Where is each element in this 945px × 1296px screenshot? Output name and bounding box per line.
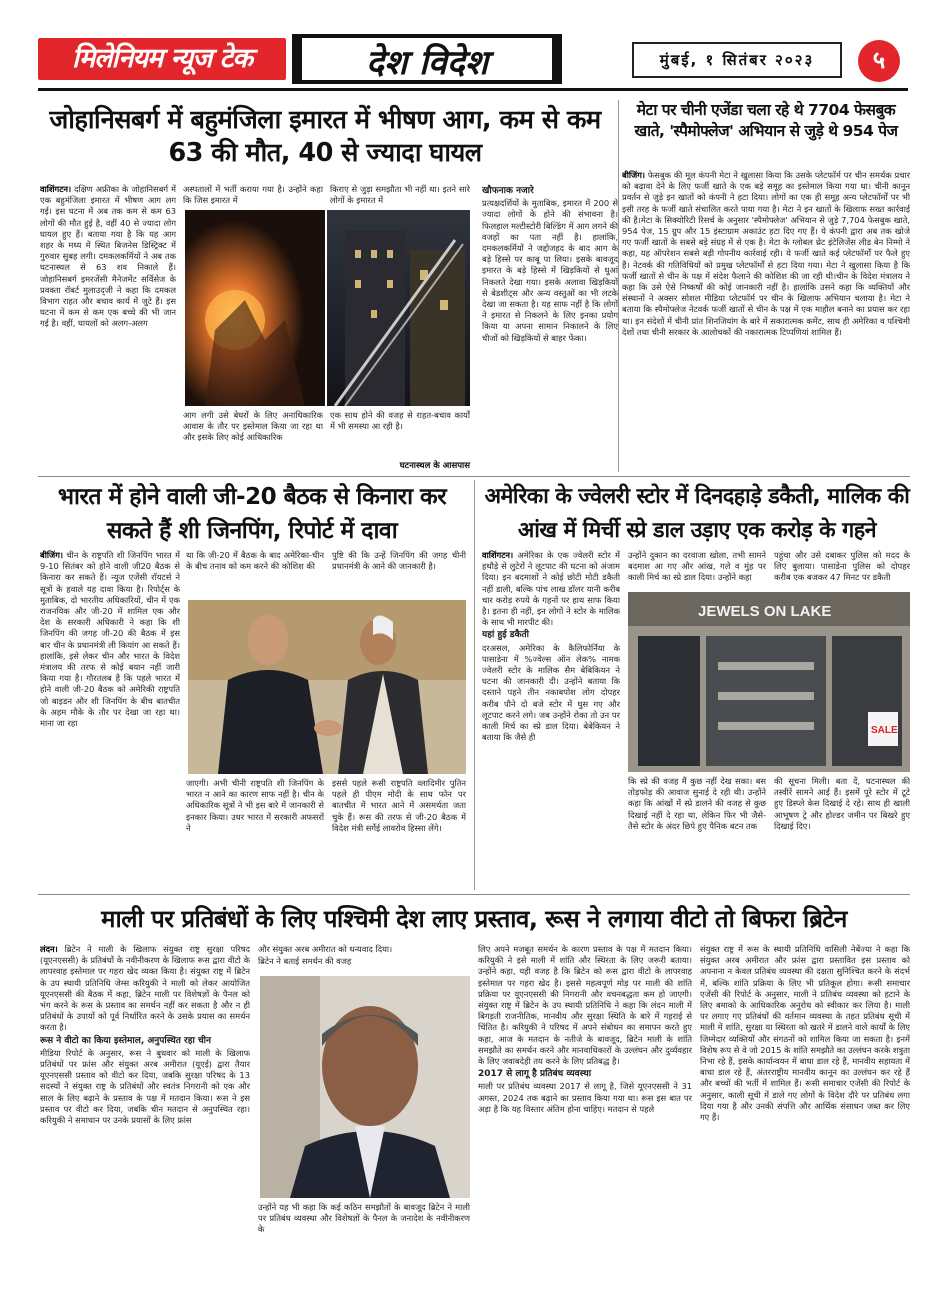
brand-logo: मिलेनियम न्यूज टेक xyxy=(38,38,286,80)
story1-col4 xyxy=(482,184,618,472)
story5-col1 xyxy=(40,944,250,1244)
story3-col1-text: चीन के राष्ट्रपति शी जिनपिंग भारत में 9-10 सितंबर को होने वाली जी20 बैठक से किनारा कर सकते हैं। न्यूज एजेंसी रॉयटर्स ने सूत्रों के हवाले यह दावा किया है। रिपोर्ट्स के मुताबिक, दो भारतीय अधिकारियों, चीन में एक राजनयिक और जी-20 में शामिल एक और देश के सरकारी अधिकारी ने कहा कि शी जिनपिंग की जगह जी-20 की बैठक में इस बार चीन के प्रधानमंत्री ली कियांग आ सकते हैं। हालांकि, इसे लेकर चीन और भारत के विदेश मंत्रालय की तरफ से कोई बयान नहीं जारी किया गया है। गौरतलब है कि पहले भारत में होने वाली जी-20 बैठक को अमेरिकी राष्ट्रपति जो बाइडन और शी जिनपिंग के बीच बातचीत के अहम मौके के तौर पर देखा जा रहा था। माना जा रहा xyxy=(40,550,180,729)
story5-col1b-text: मीडिया रिपोर्ट के अनुसार, रूस ने बुधवार को माली के खिलाफ प्रतिबंधों पर फ्रांस और संयुक्त अरब अमीरात (यूएई) द्वारा तैयार यूएनएससी प्रस्ताव को वीटो कर दिया, जबकि सुरक्षा परिषद के 13 सदस्यों ने संयुक्त राष्ट्र के प्रतिबंधों और स्वतंत्र निगरानी को एक और साल के लिए बढ़ाने के प्रस्ताव के पक्ष में मतदान किया। रूस ने इस प्रस्ताव पर वीटो कर दिया, जबकि चीन मतदान से अनुपस्थित रहा। करियुकी ने समाधान पर उनके प्रयासों के लिए फ्रांस xyxy=(40,1047,250,1126)
story5-col3-text: लिए अपने मजबूत समर्थन के कारण प्रस्ताव के पक्ष में मतदान किया। करियुकी ने इसे माली में शांति और स्थिरता के लिए जरूरी बताया। उन्होंने कहा, यही वजह है कि ब्रिटेन को रूस द्वारा वीटो के लापरवाह इस्तेमाल पर गहरा खेद है। इससे महत्वपूर्ण मोड़ पर माली की शांति प्रक्रिया पर यूएनएससी की निगरानी और वचनबद्धता कम हो जाएगी। संयुक्त राष्ट्र में ब्रिटेन के उप स्थायी प्रतिनिधि ने कहा कि लंदन माली में बिगड़ती राजनीतिक, मानवीय और सुरक्षा स्थिति के बारे में गहराई से चिंतित है। करियुकी ने परिषद में अपने संबोधन का समापन करते हुए कहा, आज के मतदान के नतीजे के बावजूद, ब्रिटेन माली के शांति समझौते का समर्थन करने और मानवाधिकारों के उल्लंघन और दुर्व्यवहार के लिए जवाबदेही तय करने के लिए प्रतिबद्ध है। xyxy=(478,944,692,1067)
diplomat-photo-graphic xyxy=(260,976,470,1198)
story2-headline: मेटा पर चीनी एजेंडा चला रहे थे 7704 फेसबुक खाते, 'स्पैमोफ्लेज' अभियान से जुड़े थे 954 पेज xyxy=(634,101,898,140)
dateline: मुंबई, १ सितंबर २०२३ xyxy=(632,42,842,78)
store-sign-text: JEWELS ON LAKE xyxy=(698,603,832,620)
fire-photo-graphic xyxy=(185,210,470,406)
story4-headline: अमेरिका के ज्वेलरी स्टोर में दिनदहाड़े डकैती, मालिक की आंख में मिर्ची स्प्रे डाल उड़ाए एक करोड़ के गहने xyxy=(484,484,910,543)
story5-headline: माली पर प्रतिबंधों के लिए पश्चिमी देश लाए प्रस्ताव, रूस ने लगाया वीटो तो बिफरा ब्रिटेन xyxy=(101,905,847,933)
story5-subhead1: रूस ने वीटो का किया इस्तेमाल, अनुपस्थित रहा चीन xyxy=(40,1035,212,1046)
story5-subhead3: 2017 से लागू है प्रतिबंध व्यवस्था xyxy=(478,1069,592,1080)
story4-col2-bottom: कि स्प्रे की वजह मैं कुछ नहीं देख सका। बस तोड़फोड़ की आवाज सुनाई दे रही थी। उन्होंने कहा कि आंखों में स्प्रे डालने की वजह से कुछ दिखाई नहीं दे रहा था, लेकिन फिर भी जैसे-तैसे स्टोर के अंदर छिपे हुए पैनिक बटन तक xyxy=(628,776,766,831)
story1-col3-bottom: एक साथ होने की वजह से राहत-बचाव कार्यों में भी समस्या आ रही है। xyxy=(330,410,470,432)
story5-col1-text: ब्रिटेन ने माली के खिलाफ संयुक्त राष्ट्र सुरक्षा परिषद (यूएनएससी) के प्रतिबंधों के नवीनीकरण के खिलाफ रूस द्वारा वीटो के लापरवाह इस्तेमाल पर गहरा खेद व्यक्त किया है। संयुक्त राष्ट्र में ब्रिटेन के उप स्थायी प्रतिनिधि जेम्स करियुकी ने माली को लेकर आयोजित यूएनएससी की बैठक में कहा, ब्रिटेन माली पर विशेषज्ञों के पैनल को भंग करने के रूस के प्रस्ताव का समर्थन नहीं कर सकता है और न ही प्रतिबंधों के उपायों को पूर्व निर्धारित करने के उसके प्रयास का समर्थन करता है। xyxy=(40,944,250,1033)
story4-col1 xyxy=(482,550,620,890)
story1-dateline: वाशिंगटन। xyxy=(40,184,72,194)
fire-photo xyxy=(185,210,470,406)
story1-col4-text: प्रत्यक्षदर्शियों के मुताबिक, इमारत में 200 से ज्यादा लोगों के होने की संभावना है। फिलहाल मल्टीस्टोरी बिल्डिंग में आग लगने की वजहों का पता नहीं है। हालांकि, दमकलकर्मियों ने जद्दोजहद के बाद आग के बड़े हिस्से पर काबू पा लिया। इसके बावजूद इमारत के बड़े हिस्से में खिड़कियों से धुआं निकलते देखा गया। इसके अलावा खिड़कियों से बेडशीट्स और अन्य वस्तुओं का भी लटके देखा जा सकता है। यह साफ नहीं है कि लोगों ने इमारत से निकलने के लिए इनका प्रयोग किया या अपना सामान निकालने के लिए चीजों को खिड़कियों से बाहर फेंका। xyxy=(482,198,618,343)
story5-col3b-text: माली पर प्रतिबंध व्यवस्था 2017 से लागू है, जिसे यूएनएससी ने 31 अगस्त, 2024 तक बढ़ाने का प्रस्ताव किया गया था। रूस इस बात पर अड़ा है कि यह विस्तार अंतिम होना चाहिए। मतदान से पहले xyxy=(478,1081,692,1114)
story5-col2-top: और संयुक्त अरब अमीरात को धन्यवाद दिया। xyxy=(258,944,393,954)
story4-col3-bottom: की सूचना मिली। बता दें, घटनास्थल की तस्वीरें सामने आई हैं। इसमें पूरे स्टोर में टूटे हुए डिस्प्ले केस दिखाई दे रहे। साथ ही खाली आभूषण ट्रे और होल्डर जमीन पर बिखरे हुए दिखाई दिए। xyxy=(774,776,910,831)
divider xyxy=(618,100,619,472)
story3-col1 xyxy=(40,550,180,890)
story4-col2-top: उन्होंने दुकान का दरवाजा खोला, तभी सामने बदमाश आ गए और आंख, गले व मुंह पर काली मिर्च का स्प्रे डाल दिया। उन्होंने कहा xyxy=(628,550,766,583)
story5-dateline: लंदन। xyxy=(40,944,58,954)
story3-col3-bottom: इससे पहले रूसी राष्ट्रपति व्लादिमीर पुतिन पहले ही पीएम मोदी के साथ फोन पर बातचीत में भारत आने में असमर्थता जता चुके हैं। रूस की तरफ से जी-20 बैठक में विदेश मंत्री सर्गेई लावरोव हिस्सा लेंगे। xyxy=(332,778,466,833)
leaders-photo-graphic xyxy=(188,600,466,774)
masthead-rule xyxy=(38,88,908,91)
story3-col3-top: पुष्टि की कि उन्हें जिनपिंग की जगह चीनी प्रधानमंत्री के आने की जानकारी है। xyxy=(332,550,466,572)
fire-photo-caption: घटनास्थल के आसपास xyxy=(399,461,470,471)
sale-sign-text: SALE xyxy=(871,725,898,736)
story1-col2-bottom: आग लगी उसे बेघरों के लिए अनाधिकारिक आवास के तौर पर इस्तेमाल किया जा रहा था और इसके लिए कोई आधिकारिक xyxy=(183,410,323,443)
leaders-photo xyxy=(188,600,466,774)
masthead xyxy=(0,0,945,86)
story1-col1 xyxy=(40,184,176,472)
story1-col2-top: अस्पतालों में भर्ती कराया गया है। उन्होंने कहा कि जिस इमारत में xyxy=(183,184,323,206)
diplomat-photo xyxy=(260,976,470,1198)
story5-col3 xyxy=(478,944,692,1246)
story4-col3-top: पहुंचा और उसे दबाकर पुलिस को मदद के लिए बुलाया। पासाडेना पुलिस को दोपहर करीब एक बजकर 47 मिनट पर डकैती xyxy=(774,550,910,583)
story1-col1-text: दक्षिण अफ्रीका के जोहानिसबर्ग में एक बहुमंजिला इमारत में भीषण आग लग गई। इस घटना में अब तक कम से कम 63 लोगों की मौत हुई है, वहीं 40 से ज्यादा लोग घायल हुए हैं। बताया गया है कि यह आग शहर के मध्य में स्थित बिजनेस डिस्ट्रिक्ट में गुरुवार सुबह लगी। दमकलकर्मियों ने अब तक घटनास्थल से 63 शव निकाले हैं। जोहानिसबर्ग इमरजेंसी मैनेजमेंट सर्विसेज के प्रवक्ता रॉबर्ट मुलाउद्जी ने कहा कि दमकल विभाग राहत और बचाव कार्य में जुटे हैं। इस घटना में कम से कम एक बच्चे की भी जान गई है। वहीं, घायलों को अलग-अलग xyxy=(40,184,176,329)
story2-dateline: बीजिंग। xyxy=(622,170,646,180)
story3-headline: भारत में होने वाली जी-20 बैठक से किनारा कर सकते हैं शी जिनपिंग, रिपोर्ट में दावा xyxy=(57,484,447,544)
page-number: ५ xyxy=(858,40,900,82)
story5-col4: संयुक्त राष्ट्र में रूस के स्थायी प्रतिनिधि वासिली नेबेंज्या ने कहा कि संयुक्त अरब अमीरात और फ्रांस द्वारा प्रस्तावित इस प्रस्ताव को अपनाना न केवल प्रतिबंध व्यवस्था की दक्षता सुनिश्चित करने के संदर्भ में, बल्कि शांति प्रक्रिया के लिए भी प्रतिकूल होगा। रूसी समाचार एजेंसी की रिपोर्ट के अनुसार, माली ने प्रतिबंध व्यवस्था को हटाने के लिए बमाको के आधिकारिक अनुरोध को स्वीकार कर लिया है। माली पर लगाए गए प्रतिबंधों की वर्तमान व्यवस्था के तहत प्रतिबंध सूची में माली में शांति, सुरक्षा या स्थिरता को खतरे में डालने वाले कार्यों के लिए जिम्मेदार व्यक्तियों और संगठनों को शामिल किया जा सकता है। इनमें विशेष रूप से वे जो 2015 के शांति समझौते का उल्लंघन करके शत्रुता निभा रहे हैं, इसके कार्यान्वयन में बाधा डाल रहे हैं, मानवीय सहायता में बाधा डाल रहे हैं, अंतरराष्ट्रीय मानवीय कानून का उल्लंघन कर रहे हैं और बच्चों की भर्ती में शामिल हैं। रूसी समाचार एजेंसी की रिपोर्ट के अनुसार, काली सूची में डाले गए लोगों के विदेश दौरे पर प्रतिबंध लगा दिया गया है और उनकी संपत्ति और आर्थिक संसाधन जब्त कर लिए गए हैं। xyxy=(700,944,910,1123)
story4-subhead: यहां हुई डकैती xyxy=(482,630,529,641)
store-photo xyxy=(628,592,910,772)
story3-col2-bottom: जाएगी। अभी चीनी राष्ट्रपति शी जिनपिंग के भारत न आने का कारण साफ नहीं है। चीन के अधिकारिक सूत्रों ने भी इस बारे में जानकारी से इनकार किया। उधर भारत में सरकारी अफसरों ने xyxy=(186,778,324,833)
divider xyxy=(474,480,475,890)
divider xyxy=(38,894,910,895)
story3-col2-top: था कि जी-20 में बैठक के बाद अमेरिका-चीन के बीच तनाव को कम करने की कोशिश की xyxy=(186,550,324,572)
story2-body xyxy=(622,170,910,470)
store-photo-graphic xyxy=(628,592,910,772)
story4-col1-text: अमेरिका के एक ज्वेलरी स्टोर में हथौड़े से लुटेरों ने लूटपाट की घटना को अंजाम दिया। इन बदमाशों ने कोई छोटी मोटी डकैती नहीं डाली, बल्कि पांच लाख डॉलर यानी करीब चार करोड़ रुपये के गहनों पर हाथ साफ किया है। इतना ही नहीं, इन लोगों ने स्टोर के मालिक के साथ भी मारपीट की। xyxy=(482,550,620,628)
story5-subhead2: ब्रिटेन ने बताई समर्थन की वजह xyxy=(258,956,352,966)
story3-dateline: बीजिंग। xyxy=(40,550,64,560)
story1-headline: जोहानिसबर्ग में बहुमंजिला इमारत में भीषण आग, कम से कम 63 की मौत, 40 से ज्यादा घायल xyxy=(49,105,601,168)
section-title: देश विदेश xyxy=(292,34,562,84)
story1-col3-top: किराए से जुड़ा समझौता भी नहीं था। इतने सारे लोगों के इमारत में xyxy=(330,184,470,206)
story1-subhead: खौफनाक नजारे xyxy=(482,186,534,196)
story5-col2-bottom: उन्होंने यह भी कहा कि कई कठिन समझौतों के बावजूद ब्रिटेन ने माली पर प्रतिबंध व्यवस्था और विशेषज्ञों के पैनल के जनादेश के नवीनीकरण के xyxy=(258,1202,470,1235)
divider xyxy=(38,476,910,477)
story4-dateline: वाशिंगटन। xyxy=(482,550,514,560)
story4-col1b-text: दरअसल, अमेरिका के कैलिफोर्निया के पासाडेना में %ज्वेल्स ऑन लेक% नामक ज्वेलरी स्टोर के मालिक सैम बेबिकियन ने घटना की जानकारी दी। उन्होंने बताया कि दस्ताने पहने तीन नकाबपोश लोग दोपहर करीब पौने दो बजे स्टोर में घुस गए और लूटपाट करने लगे। जब उन्होंने रोका तो उन पर काली मिर्च का स्प्रे डाल दिया। बेबेकियन ने बताया कि जैसे ही xyxy=(482,642,620,743)
story2-body-text: फेसबुक की मूल कंपनी मेटा ने खुलासा किया कि उसके प्लेटफॉर्म पर चीन समर्थक प्रचार को बढ़ावा देने के लिए फर्जी खाते के एक बड़े समूह का इस्तेमाल किया गया था। चीनी कानून प्रवर्तन से जुड़े इन खातों को कंपनी ने हटा दिया। लोगों का एक ही समूह अन्य प्लेटफॉर्मों पर भी इसी तरह के फर्जी खाते संचालित करते पाया गया है। मेटा ने इन खातों के खिलाफ सख्त कार्रवाई की है।मेटा के सिक्योरिटी रिसर्च के अनुसार 'स्पैमोफ्लेज' अभियान से जुड़े 7,704 फेसबुक खाते, 954 पेज, 15 ग्रुप और 15 इंस्टाग्राम अकाउंट हटा दिए गए हैं। ये कंपनी द्वारा अब तक खोजे गए फर्जी खातों के सबसे बड़े संग्रह में से एक है। मेटा के ग्लोबल थ्रेट इंटेलिजेंस लीड बेन निम्मो ने कहा, यह ऑपरेशन सबसे बड़ी गोपनीय कार्रवाई रही। ये फर्जी खाते कई प्लेटफॉर्मों पर फैले हुए हैं। नेटवर्क की गतिविधियों को प्रमुख प्लेटफॉर्मों से हटा दिया गया। मेटा ने खुलासा किया है कि फर्जी खातों से चीन के पक्ष में संदेश फैलाने की कोशिश की जा रही थी।चीन के विदेश मंत्रालय ने कहा कि उसे ऐसे निष्कर्षों की कोई जानकारी नहीं है। हालांकि उसने कहा कि व्यक्तियों और संस्थानों ने अक्सर सोशल मीडिया प्लेटफॉर्म पर चीन के खिलाफ अभियान चलाया है। मेटा ने बताया कि स्पैमोफ्लेज नेटवर्क फर्जी खातों से चीन के पक्ष में एक माहौल बनाने का प्रयास कर रहा था। इन संदेशों में चीनी प्रांत शिनजियांग के बारे में सकारात्मक कमेंट, साथ ही अमेरिका व पश्चिमी देशों तथा चीनी सरकार के आलोचकों की नकारात्मक टिप्पणियां शामिल हैं। xyxy=(622,170,910,337)
